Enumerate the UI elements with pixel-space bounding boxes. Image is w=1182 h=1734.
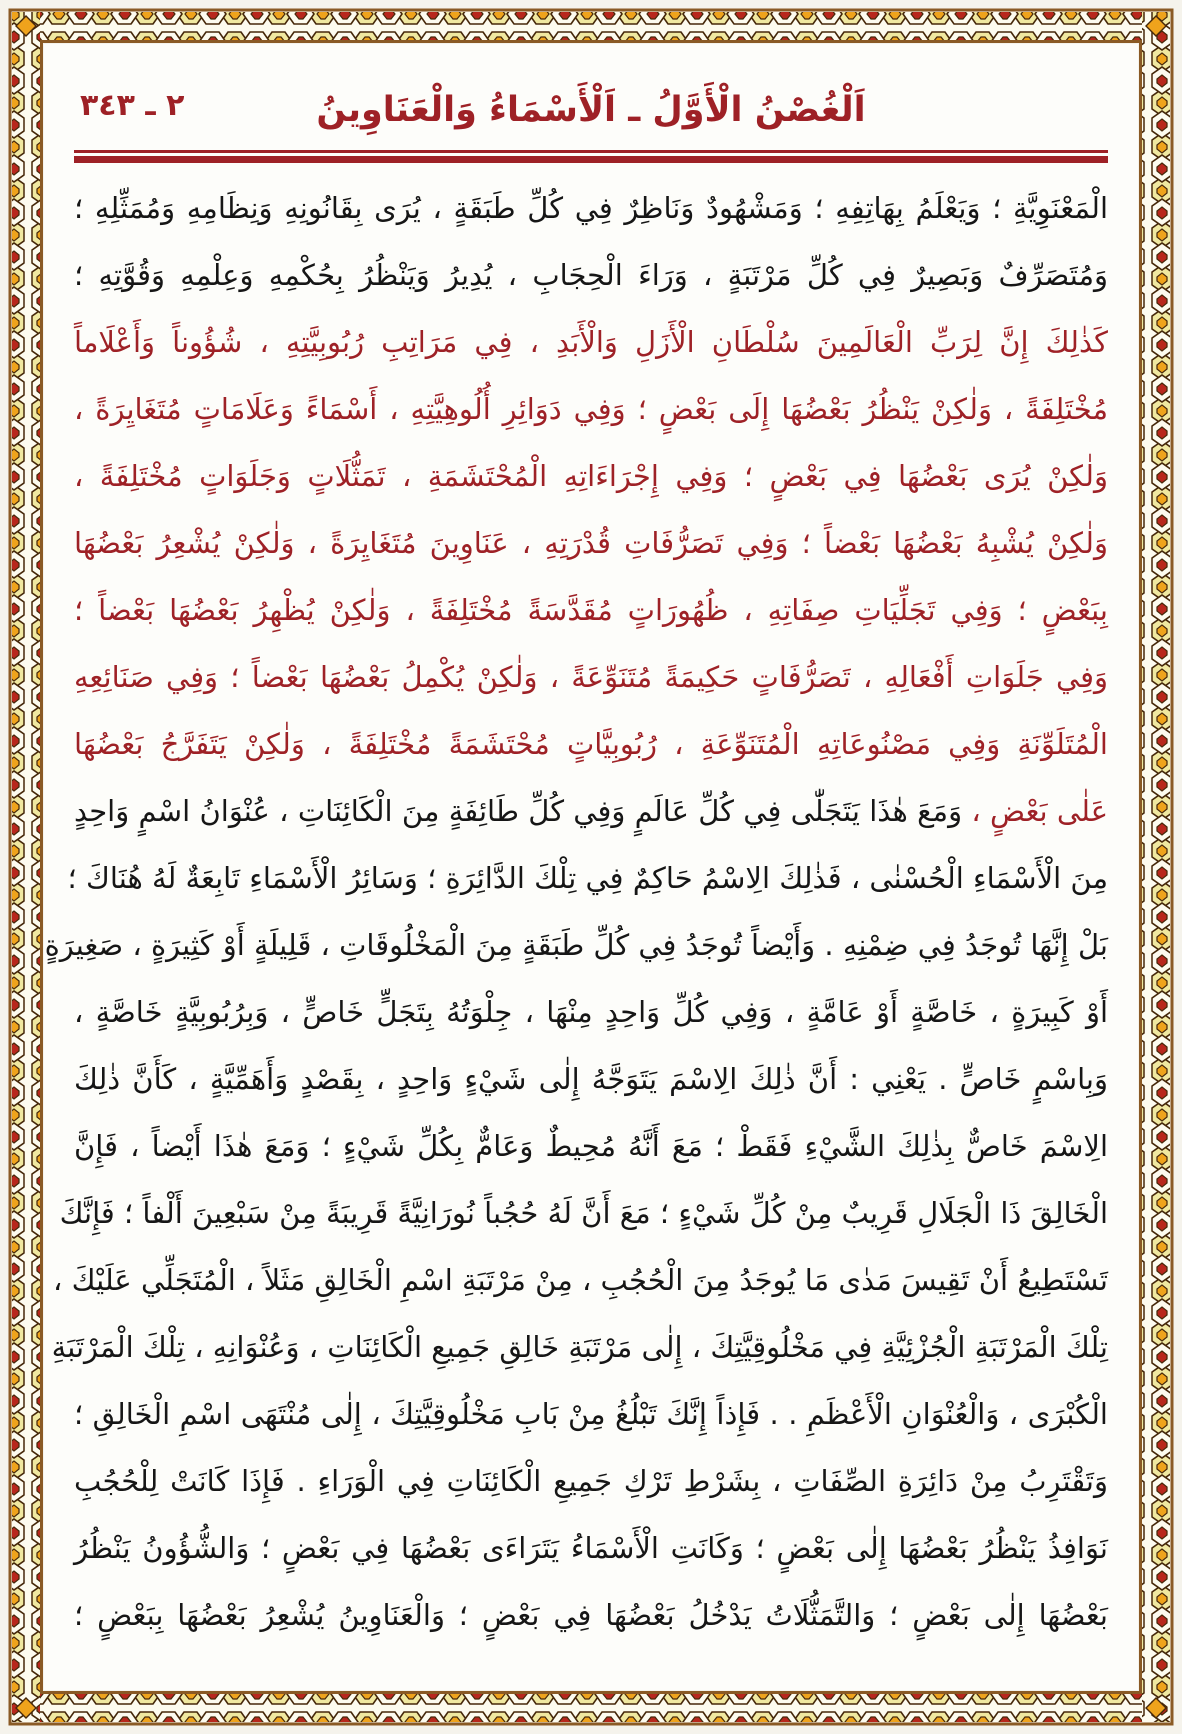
- text-line: وَتَقْتَرِبُ مِنْ دَائِرَةِ الصِّفَاتِ ، بِشَرْطِ تَرْكِ جَمِيعِ الْكَائِنَاتِ فِي الْوَرَاءِ . فَإِذَا كَانَتْ لِلْحُجُبِ: [74, 1464, 1108, 1498]
- text-line: بِبَعْضٍ ؛ وَفِي تَجَلِّيَاتِ صِفَاتِهِ ، ظُهُورَاتٍ مُقَدَّسَةً مُخْتَلِفَةً ، وَلٰكِنْ يُظْهِرُ بَعْضُهَا بَعْضاً ؛: [74, 593, 1108, 627]
- text-line: [74, 778, 1108, 845]
- body-text: [44, 175, 1109, 1649]
- text-line: الْمُتَلَوِّنَةِ وَفِي مَصْنُوعَاتِهِ الْمُتَنَوِّعَةِ ، رُبُوبِيَّاتٍ مُحْتَشَمَةً مُخْتَلِفَةً ، وَلٰكِنْ يَتَفَرَّجُ بَعْضُهَا: [74, 727, 1108, 761]
- text-line: الْمَعْنَوِيَّةِ ؛ وَيَعْلَمُ بِهَاتِفِهِ ؛ وَمَشْهُودٌ وَنَاظِرٌ فِي كُلِّ طَبَقَةٍ ، يُرَى بِقَانُونِهِ وَنِظَامِهِ وَمُمَثِّلِهِ ؛: [74, 191, 1108, 225]
- text-line: الْخَالِقَ ذَا الْجَلَالِ قَرِيبٌ مِنْ كُلِّ شَيْءٍ ؛ مَعَ أَنَّ لَهُ حُجُباً نُورَانِيَّةً قَرِيبَةً مِنْ سَبْعِينَ أَلْفاً ؛ فَإِنَّكَ: [59, 1196, 1108, 1230]
- text-segment-red: عَلٰى بَعْضٍ ،: [962, 794, 1109, 828]
- page-number: ٢ ـ ٣٤٣: [80, 88, 185, 123]
- text-line: تِلْكَ الْمَرْتَبَةِ الْجُزْئِيَّةِ فِي مَخْلُوقِيَّتِكَ ، إِلٰى مَرْتَبَةِ خَالِقِ جَمِيعِ الْكَائِنَاتِ ، وَعُنْوَانِهِ ، تِلْكَ الْمَرْتَبَةِ: [51, 1330, 1108, 1364]
- chapter-title: اَلْغُصْنُ الْأَوَّلُ ـ اَلْأَسْمَاءُ وَالْعَنَاوِينُ: [316, 90, 866, 130]
- text-line: بَعْضُهَا إِلٰى بَعْضٍ ؛ وَالتَّمَثُّلَاتُ يَدْخُلُ بَعْضُهَا فِي بَعْضٍ ؛ وَالْعَنَاوِينُ يُشْعِرُ بَعْضُهَا بِبَعْضٍ ؛: [74, 1598, 1108, 1632]
- text-line: مِنَ الْأَسْمَاءِ الْحُسْنٰى ، فَذٰلِكَ الِاسْمُ حَاكِمٌ فِي تِلْكَ الدَّائِرَةِ ؛ وَسَائِرُ الْأَسْمَاءِ تَابِعَةٌ لَهُ هُنَاكَ ؛: [67, 861, 1108, 895]
- text-line: الِاسْمَ خَاصٌّ بِذٰلِكَ الشَّيْءِ فَقَطْ ؛ مَعَ أَنَّهُ مُحِيطٌ وَعَامٌّ بِكُلِّ شَيْءٍ ؛ وَمَعَ هٰذَا أَيْضاً ، فَإِنَّ: [74, 1129, 1108, 1163]
- text-line: أَوْ كَبِيرَةٍ ، خَاصَّةٍ أَوْ عَامَّةٍ ، وَفِي كُلِّ وَاحِدٍ مِنْهَا ، جِلْوَتُهُ بِتَجَلٍّ خَاصٍّ ، وَبِرُبُوبِيَّةٍ خَاصَّةٍ ،: [74, 995, 1108, 1029]
- text-line: مُخْتَلِفَةً ، وَلٰكِنْ يَنْظُرُ بَعْضُهَا إِلَى بَعْضٍ ؛ وَفِي دَوَائِرِ أُلُوهِيَّتِهِ ، أَسْمَاءً وَعَلَامَاتٍ مُتَغَايِرَةً ،: [74, 392, 1108, 426]
- text-line: وَلٰكِنْ يُشْبِهُ بَعْضُهَا بَعْضاً ؛ وَفِي تَصَرُّفَاتِ قُدْرَتِهِ ، عَنَاوِينَ مُتَغَايِرَةً ، وَلٰكِنْ يُشْعِرُ بَعْضُهَا: [74, 526, 1108, 560]
- text-line: كَذٰلِكَ إِنَّ لِرَبِّ الْعَالَمِينَ سُلْطَانِ الْأَزَلِ وَالْأَبَدِ ، فِي مَرَاتِبِ رُبُوبِيَّتِهِ ، شُؤُوناً وَأَعْلَاماً: [74, 325, 1108, 359]
- text-segment-black: وَمَعَ هٰذَا يَتَجَلّٰى فِي كُلِّ عَالَمٍ وَفِي كُلِّ طَائِفَةٍ مِنَ الْكَائِنَاتِ ، عُنْوَانُ اسْمٍ وَاحِدٍ: [74, 794, 963, 828]
- page-content: [44, 44, 1138, 1690]
- page-header: [74, 80, 1108, 142]
- text-line: بَلْ إِنَّهَا تُوجَدُ فِي ضِمْنِهِ . وَأَيْضاً تُوجَدُ فِي كُلِّ طَبَقَةٍ مِنَ الْمَخْلُوقَاتِ ، قَلِيلَةٍ أَوْ كَثِيرَةٍ ، صَغِيرَةٍ: [44, 928, 1108, 962]
- header-divider: [74, 150, 1108, 163]
- text-line: وَمُتَصَرِّفٌ وَبَصِيرٌ فِي كُلِّ مَرْتَبَةٍ ، وَرَاءَ الْحِجَابِ ، يُدِيرُ وَيَنْظُرُ بِحُكْمِهِ وَعِلْمِهِ وَقُوَّتِهِ ؛: [74, 258, 1108, 292]
- text-line: الْكُبْرَى ، وَالْعُنْوَانِ الْأَعْظَمِ . . فَإِذاً إِنَّكَ تَبْلُغُ مِنْ بَابِ مَخْلُوقِيَّتِكَ ، إِلٰى مُنْتَهَى اسْمِ الْخَالِقِ ؛: [74, 1397, 1108, 1431]
- text-line: وَلٰكِنْ يُرَى بَعْضُهَا فِي بَعْضٍ ؛ وَفِي إِجْرَاءَاتِهِ الْمُحْتَشَمَةِ ، تَمَثُّلَاتٍ وَجَلَوَاتٍ مُخْتَلِفَةً ،: [74, 459, 1108, 493]
- text-line: وَفِي جَلَوَاتِ أَفْعَالِهِ ، تَصَرُّفَاتٍ حَكِيمَةً مُتَنَوِّعَةً ، وَلٰكِنْ يُكْمِلُ بَعْضُهَا بَعْضاً ؛ وَفِي صَنَائِعِهِ: [74, 660, 1108, 694]
- text-line: وَبِاسْمٍ خَاصٍّ . يَعْنِي : أَنَّ ذٰلِكَ الِاسْمَ يَتَوَجَّهُ إِلٰى شَيْءٍ وَاحِدٍ ، بِقَصْدٍ وَأَهَمِّيَّةٍ ، كَأَنَّ ذٰلِكَ: [74, 1062, 1108, 1096]
- text-line: نَوَافِذُ يَنْظُرُ بَعْضُهَا إِلٰى بَعْضٍ ؛ وَكَانَتِ الْأَسْمَاءُ يَتَرَاءَى بَعْضُهَا فِي بَعْضٍ ؛ وَالشُّؤُونُ يَنْظُرُ: [74, 1531, 1108, 1565]
- text-line: تَسْتَطِيعُ أَنْ تَقِيسَ مَدٰى مَا يُوجَدُ مِنَ الْحُجُبِ ، مِنْ مَرْتَبَةِ اسْمِ الْخَالِقِ مَثَلاً ، الْمُتَجَلِّي عَلَيْكَ ،: [53, 1263, 1108, 1297]
